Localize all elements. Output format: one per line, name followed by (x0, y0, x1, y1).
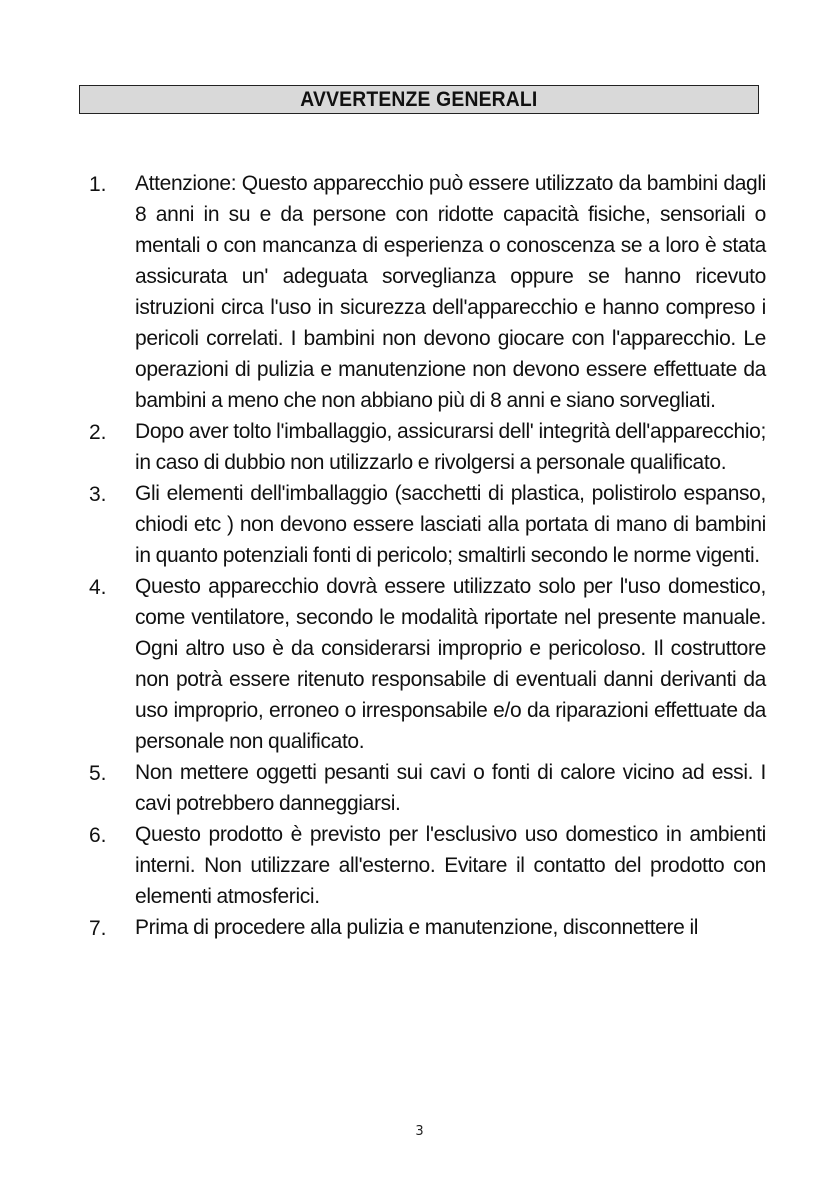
warning-item-text: Questo prodotto è previsto per l'esclusivo uso domestico in ambienti interni. Non utilizzare all'esterno. Evitare il contatto del prodotto con elementi atmosferici. (135, 823, 766, 908)
warning-item-text: Prima di procedere alla pulizia e manutenzione, disconnettere il (135, 916, 699, 939)
warning-item-3 (89, 478, 766, 571)
warning-item-number: 2. (89, 421, 107, 444)
warning-item-2 (89, 416, 766, 478)
warning-item-number: 6. (89, 824, 107, 847)
warning-item-text: Questo apparecchio dovrà essere utilizzato solo per l'uso domestico, come ventilatore, secondo le modalità riportate nel presente manuale. Ogni altro uso è da considerarsi improprio e pericoloso. Il costruttore non potrà essere ritenuto responsabile di eventuali danni derivanti da uso improprio, erroneo o irresponsabile e/o da riparazioni effettuate da personale non qualificato. (135, 575, 766, 753)
warning-item-number: 5. (89, 762, 107, 785)
warning-item-number: 3. (89, 483, 107, 506)
page-number: 3 (415, 1124, 424, 1139)
warning-item-text: Non mettere oggetti pesanti sui cavi o fonti di calore vicino ad essi. I cavi potrebbero danneggiarsi. (135, 761, 766, 815)
section-title-box (79, 85, 759, 114)
warnings-list (89, 168, 766, 944)
warning-item-number: 7. (89, 917, 107, 940)
warning-item-4 (89, 571, 766, 757)
warning-item-5 (89, 757, 766, 819)
warning-item-number: 4. (89, 576, 107, 599)
warning-item-1 (89, 168, 766, 416)
warning-item-6 (89, 819, 766, 912)
warning-item-7 (89, 912, 766, 944)
warning-item-text: Attenzione: Questo apparecchio può essere utilizzato da bambini dagli 8 anni in su e da persone con ridotte capacità fisiche, sensoriali o mentali o con mancanza di esperienza o conoscenza se a loro è stata assicurata un' adeguata sorveglianza oppure se hanno ricevuto istruzioni circa l'uso in sicurezza dell'apparecchio e hanno compreso i pericoli correlati. I bambini non devono giocare con l'apparecchio. Le operazioni di pulizia e manutenzione non devono essere effettuate da bambini a meno che non abbiano più di 8 anni e siano sorvegliati. (135, 172, 766, 412)
section-title: AVVERTENZE GENERALI (300, 87, 538, 111)
warning-item-text: Dopo aver tolto l'imballaggio, assicurarsi dell' integrità dell'apparecchio; in caso di dubbio non utilizzarlo e rivolgersi a personale qualificato. (135, 420, 766, 474)
warning-item-number: 1. (89, 173, 107, 196)
warning-item-text: Gli elementi dell'imballaggio (sacchetti di plastica, polistirolo espanso, chiodi etc ) non devono essere lasciati alla portata di mano di bambini in quanto potenziali fonti di pericolo; smaltirli secondo le norme vigenti. (135, 482, 766, 567)
